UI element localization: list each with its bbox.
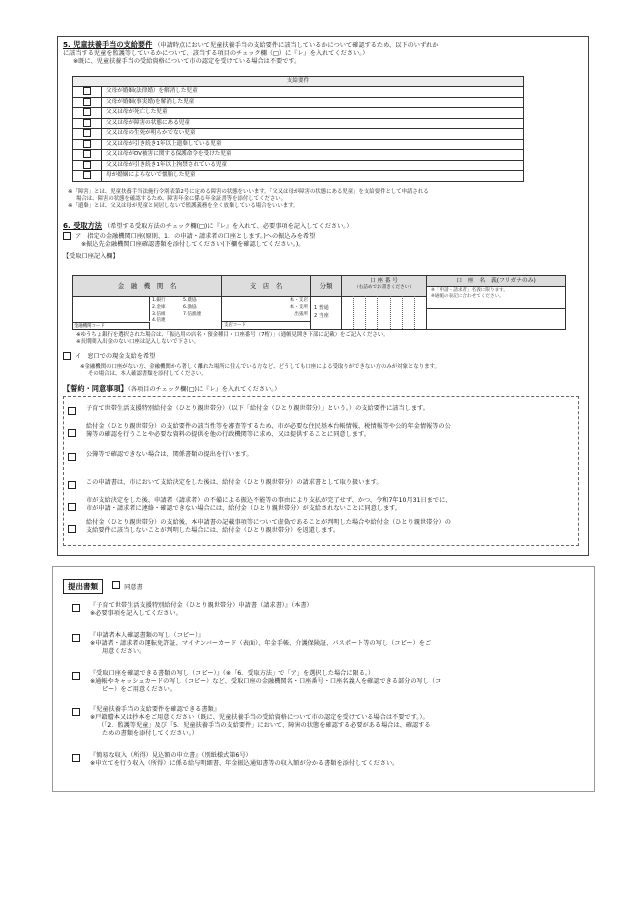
table-row: 父母が婚姻(事実婚)を解消した児童 (73, 97, 524, 108)
pledge-item: この申請書は、市において支給決定をした後は、給付金（ひとり親世帯分）の請求書として取り扱います。 (68, 479, 574, 487)
checkbox[interactable] (83, 161, 91, 169)
requirements-table (72, 76, 524, 182)
doc-item: 『子育て世帯生活支援特別給付金（ひとり親世帯分）申請書（請求書）』（本書） ※必要事項を記入してください。 (72, 602, 582, 618)
documents-title: 提出書類 (63, 579, 103, 594)
account-number-header: 口 座 番 号 （右詰めでお書きください） (342, 276, 427, 297)
checkbox[interactable] (68, 481, 76, 489)
branch-types: 本・支店 本・支所 出張所 (289, 298, 308, 317)
bank-name-header: 金 融 機 関 名 (73, 276, 222, 297)
section-6-notes: ※ゆうちょ銀行を選択された場合は、「振込用の店名・預金種目・口座番号（7桁）」（通帳見開き下部に記載）をご記入ください。 ※長期間入出金のない口座は記入しないで下さい。 (76, 332, 389, 345)
consent-checkbox[interactable] (112, 581, 120, 589)
account-holder-input[interactable] (427, 308, 565, 330)
table-row: 父又は母が障害の状態にある児童 (73, 118, 524, 129)
pledge-title: 【誓約・同意事項】 (63, 384, 128, 393)
section-5: 5. 児童扶養手当の支給要件 （申請時点において児童扶養手当の支給要件に該当しているかについて確認するため、以下のいずれか に該当する児童を監護等しているかについて、該当する項目のチェック欄（□）に『レ』を入れてください。） ※既に、児童扶養手当の受給資格について市の認定を受けている場合は不要です。 (63, 40, 583, 66)
option-b-checkbox[interactable] (63, 352, 71, 360)
checkbox[interactable] (68, 453, 76, 461)
option-a-checkbox[interactable] (63, 232, 71, 240)
section-5-title: 5. 児童扶養手当の支給要件 (63, 40, 153, 49)
pledge-item: 給付金（ひとり親世帯分）の支給後、本申請書の記載事項等について虚偽であることが判明した場合や給付金（ひとり親世帯分）の 支給要件に該当しないことが判明した場合には、給付金（ひとり親世帯分）を返還します。 (68, 519, 574, 535)
pledge-item: 市が支給決定をした後、申請者（請求者）の不備による振込不能等の事由により支払が完了せず、かつ、令和7年10月31日までに、 市が申請・請求者に連絡・確認できない場合には、給付金（ひとり親世帯分）が支給されないことに同意します。 (68, 497, 574, 513)
account-types: 1 普通 2 当座 (314, 305, 329, 319)
checkbox[interactable] (83, 98, 91, 106)
doc-item: 『申請者本人確認書類の写し（コピー）』 ※申請者・請求者の運転免許証、マイナンバーカード（表面）、年金手帳、介護保険証、パスポート等の写し（コピー）をご 用意ください。 (72, 632, 582, 656)
option-b (63, 352, 155, 361)
doc-item: 『簡易な収入（所得）見込額の申立書』（別紙様式第6号） ※申立てを行う収入（所得）に係る給与明細書、年金振込通知書等の収入額が分かる書類を添付してください。 (72, 752, 582, 768)
pledge-item: 子育て世帯生活支援特別給付金（ひとり親世帯分）（以下「給付金（ひとり親世帯分）」という。）の支給要件に該当します。 (68, 405, 574, 413)
checkbox[interactable] (72, 754, 80, 762)
section-5-notes: ※「障害」とは、児童扶養手当法施行令別表第2号に定める障害の状態をいいます。「父又は母が障害の状態にある児童」を支給要件として申請される 場合は、障害の状態を確認するため、障害年金に係る年金証書等を添付してください。 ※「遺棄」とは、父又は母が児童と同居しないで監護義務を全く放棄している場合をいいます。 (68, 189, 429, 209)
account-label: 【受取口座記入欄】 (63, 253, 119, 261)
checkbox[interactable] (72, 672, 80, 680)
checkbox[interactable] (68, 407, 76, 415)
table-row: 父又は母が死亡した児童 (73, 108, 524, 119)
table-row: 母が婚姻によらないで懐胎した児童 (73, 171, 524, 182)
checkbox[interactable] (72, 634, 80, 642)
pledge-heading: 【誓約・同意事項】（各項目のチェック欄(□)に『レ』を入れてください。） (63, 384, 281, 393)
table-row: 父母が婚姻(法律婚）を解消した児童 (73, 87, 524, 98)
section-6-title: 6. 受取方法 (63, 221, 102, 230)
option-b-label: イ 窓口での現金支給を希望 (75, 353, 156, 360)
checkbox[interactable] (83, 129, 91, 137)
section-6: 6. 受取方法 （希望する受取方法のチェック欄(□)に『レ』を入れて、必要事項を記入してください。） ア 指定の金融機関口座(原則、1．の申請・請求者の口座とします。)への振込みを希望 ※振込先金融機関口座確認書類を添付してください(下欄を確認してください。)。 【受取口座記入欄】 (63, 221, 583, 261)
bank-types-col-2: 5.農協 6.漁協 7.信漁連 (183, 298, 202, 317)
pledge-box (63, 396, 579, 546)
table-row: 父又は母がDV被害に関する保護命令を受けた児童 (73, 150, 524, 161)
option-a-label: ア 指定の金融機関口座(原則、1．の申請・請求者の口座とします。)への振込みを希望 (75, 233, 316, 241)
checkbox[interactable] (72, 708, 80, 716)
branch-name-header: 支 店 名 (222, 276, 311, 297)
checkbox[interactable] (72, 604, 80, 612)
checkbox[interactable] (83, 108, 91, 116)
doc-item: 『児童扶養手当の支給要件を確認できる書類』 ※戸籍謄本又は抄本をご用意ください（既に、児童扶養手当の受給資格について市の認定を受けている場合は不要です。）。 （「2．監護等児童」及び「5．児童扶養手当の支給要件」において、障害の状態を確認する必要がある場合は、確認する ための書類を添付してください。） (72, 706, 582, 738)
account-table (72, 275, 566, 330)
table-row: 父又は母の生死が明らかでない児童 (73, 129, 524, 140)
pledge-item: 公簿等で確認できない場合は、関係書類の提出を行います。 (68, 451, 574, 459)
checkbox[interactable] (83, 150, 91, 158)
holder-notes: ※「申請・請求者」名義に限ります。 ※通帳の表記に合わせてください。 (431, 288, 508, 299)
account-holder-header: 口 座 名 義(フリガナのみ) (427, 276, 565, 287)
account-number-input[interactable] (342, 296, 427, 329)
checkbox[interactable] (68, 525, 76, 533)
checkbox[interactable] (68, 503, 76, 511)
bank-name-input[interactable] (73, 297, 150, 321)
checkbox[interactable] (83, 119, 91, 127)
pledge-item: 給付金（ひとり親世帯分）の支給要件の該当性等を審査等するため、市が必要な住民基本台帳情報、税情報等や公的年金情報等の公 簿等の確認を行うことや必要な資料の提供を他の行政機関等に求め、又は提供することに同意します。 (68, 423, 574, 439)
checkbox[interactable] (68, 429, 76, 437)
branch-code-field[interactable]: 支店コード (222, 321, 310, 330)
requirements-header: 支給要件 (73, 77, 524, 87)
section-5-intro: 5. 児童扶養手当の支給要件 （申請時点において児童扶養手当の支給要件に該当しているかについて確認するため、以下のいずれか (63, 40, 439, 49)
checkbox[interactable] (83, 87, 91, 95)
checkbox[interactable] (83, 171, 91, 179)
checkbox[interactable] (83, 140, 91, 148)
doc-item: 『受取口座を確認できる書類の写し（コピー）』（※「6．受取方法」で「ア」を選択した場合に限る。） ※通帳やキャッシュカードの写し（コピー）など、受取口座の金融機関名・口座番号・口座名義人を確認できる部分の写し（コ ピー）をご用意ください。 (72, 670, 582, 694)
bank-code-field[interactable]: 金融機関コード (73, 322, 150, 330)
table-row: 父又は母が引き続き1年以上拘禁されている児童 (73, 160, 524, 171)
option-b-notes: ※金融機関の口座がない方、金融機関から著しく離れた場所に住んでいる方など、どうしても口座による受取りができない方のみが対象となります。 その場合は、本人確認書類を添付してください。 (80, 364, 440, 377)
option-a-note: ※振込先金融機関口座確認書類を添付してください(下欄を確認してください。)。 (81, 241, 305, 249)
bank-types-col-1: 1.銀行 2.金庫 3.信組 4.信連 (152, 298, 166, 324)
consent-label: 同意書 (124, 584, 143, 591)
documents-header (63, 574, 143, 594)
type-header: 分類 (311, 276, 342, 297)
table-row: 父又は母が引き続き1年以上遺棄している児童 (73, 139, 524, 150)
